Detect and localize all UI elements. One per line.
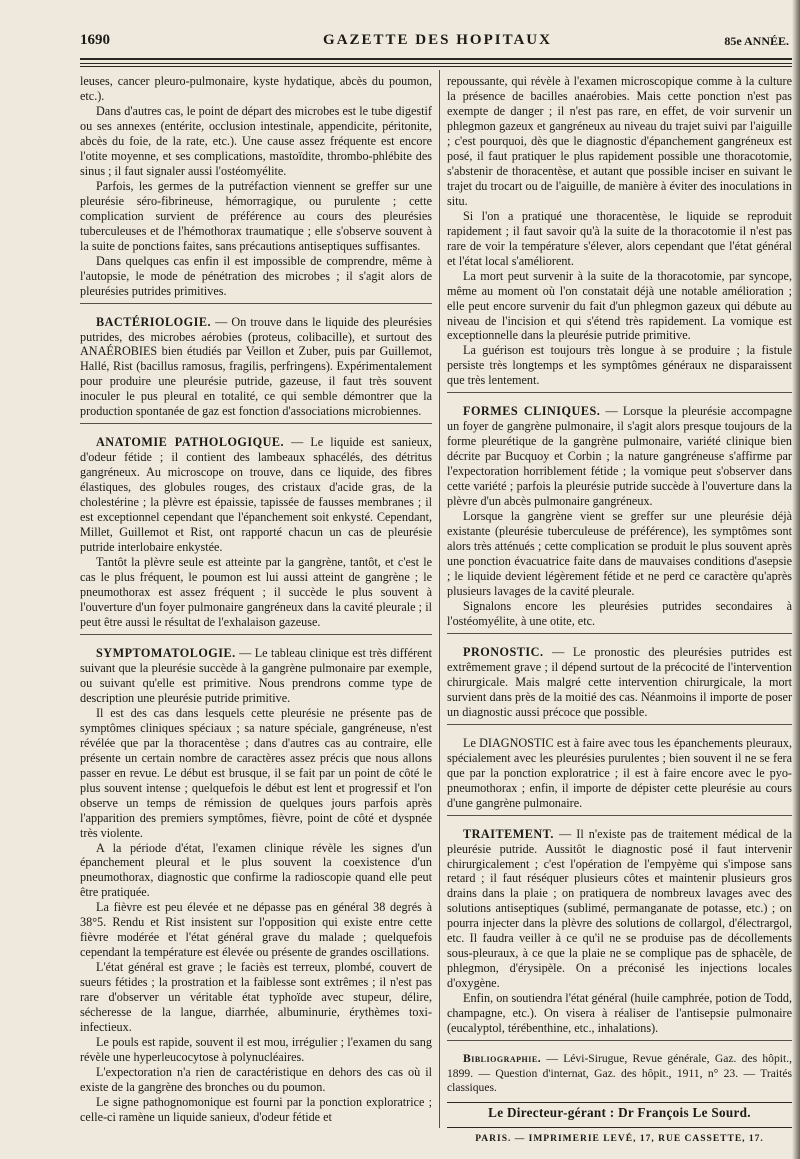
paragraph-text: L'expectoration n'a rien de caractéristique en dehors des cas où il existe de la gangrène des bronches ou du poumon. <box>80 1065 432 1094</box>
paragraph <box>80 254 432 299</box>
paragraph <box>447 74 792 209</box>
section-text: — Le pronostic des pleurésies putrides est extrêmement grave ; il dépend surtout de la précocité de l'intervention chirurgicale. Mais malgré cette intervention chirurgicale, la mort survient dans près de la moitié des cas. Néanmoins il importe de poser un diagnostic aussi précoce que possible. <box>447 644 792 719</box>
paragraph-text: Enfin, on soutiendra l'état général (huile camphrée, potion de Todd, champagne, etc.). On visera à réaliser de l'antisepsie pulmonaire (eucalyptol, térébenthine, etc., inhalations). <box>447 991 792 1036</box>
printer-imprint: PARIS. — IMPRIMERIE LEVÉ, 17, RUE CASSETTE, 17. <box>475 1133 764 1144</box>
paragraph-text: La mort peut survenir à la suite de la thoracotomie, par syncope, même au moment où l'on constatait déjà une notable amélioration ; elle peut encore survenir du fait d'un phlegmon gazeux qui débute au niveau de l'incision et qui s'étend très rapidement. La vomique est exceptionnelle dans la pleurésie putride primitive. <box>447 268 792 343</box>
director-signature: Le Directeur-gérant : Dr François Le Sourd. <box>488 1104 751 1120</box>
paragraph <box>80 841 432 901</box>
section-heading: ANATOMIE PATHOLOGIQUE. <box>96 435 285 450</box>
journal-title: GAZETTE DES HOPITAUX <box>323 32 552 48</box>
right-column-body <box>447 74 792 1096</box>
section-heading: FORMES CLINIQUES. <box>463 404 601 419</box>
paragraph-text: La fièvre est peu élevée et ne dépasse pas en général 38 degrés à 38°5. Rendu et Rist insistent sur l'opposition qui existe entre cette fièvre modérée et l'état général grave du malade ; quelquefois cependant la température est élevée ou présente de grandes oscillations. <box>80 900 432 960</box>
section-text: — Lévi-Sirugue, Revue générale, Gaz. des hôpit., 1899. — Question d'internat, Gaz. des hôpit., 1911, n° 23. — Traités classiques. <box>447 1052 792 1095</box>
section-text: — Lorsque la pleurésie accompagne un foyer de gangrène pulmonaire, il s'agit alors presque toujours de la forme pleurétique de la gangrène pulmonaire, variété clinique bien décrite par Bucquoy et Corbin ; la nature gangréneuse s'affirme par l'expectoration horriblement fétide ; la vomique peut s'observer dans cette variété ; parfois la pleurésie putride succède à l'ouverture dans la plèvre d'un abcès pulmonaire gangréneux. <box>447 404 793 509</box>
section-paragraph <box>80 435 432 555</box>
page-number: 1690 <box>80 32 110 48</box>
paragraph-text: Signalons encore les pleurésies putrides secondaires à l'ostéomyélite, à une otite, etc. <box>447 598 792 628</box>
paragraph-text: Parfois, les germes de la putréfaction viennent se greffer sur une pleurésie séro-fibrineuse, hémorragique, ou purulente ; cette complication survient de préférence au cours des pleurésies tuberculeuses et de l'hémothorax traumatique ; elle s'observe souvent à la suite de ponctions faites, sans précautions antiseptiques suffisantes. <box>80 178 432 253</box>
section-heading: Bibliographie. <box>463 1052 542 1066</box>
paragraph-text: Il est des cas dans lesquels cette pleurésie ne présente pas de symptômes cliniques spéciaux ; sa nature spéciale, gangréneuse, n'est révélée que par la thoracentèse ; dans d'autres cas au contraire, elle présente un certain nombre de caractères assez précis que nous allons passer en revue. Le début est brusque, il se fait par un point de côté le plus souvent intense ; quelquefois le début est lent et progressif et l'on observe un temps de rémission de quelques jours parfois après l'apparition des premiers symptômes, fièvre, point de côté et dyspnée très violente. <box>80 705 432 840</box>
section-paragraph <box>447 404 792 509</box>
section-separator <box>80 634 432 635</box>
bibliography <box>447 1052 792 1096</box>
paragraph-text: Tantôt la plèvre seule est atteinte par la gangrène, tantôt, et c'est le cas le plus fréquent, le poumon est lui aussi atteint de gangrène ; le pneumothorax est assez fréquent ; il succède le plus souvent à l'ouverture d'un foyer pulmonaire gangréneux dans la cavité pleurale ; il peut être aussi le résultat de l'exhalaison gazeuse. <box>80 555 432 629</box>
section-separator <box>447 815 792 816</box>
paragraph <box>80 706 432 841</box>
section-separator <box>447 1040 792 1041</box>
section-heading: SYMPTOMATOLOGIE. <box>96 645 236 660</box>
paragraph <box>447 269 792 344</box>
paragraph <box>80 104 432 179</box>
paragraph-text: Si l'on a pratiqué une thoracentèse, le liquide se reproduit rapidement ; il faut savoir qu'à la suite de la thoracotomie il n'est pas rare de voir la température s'élever, alors cependant que l'état général et l'état local s'améliorent. <box>447 208 792 268</box>
section-heading: TRAITEMENT. <box>463 826 554 841</box>
paragraph <box>80 1035 432 1065</box>
paragraph <box>80 555 432 630</box>
section-paragraph <box>447 736 792 811</box>
footer-rule-2 <box>447 1127 792 1128</box>
paragraph-text: Le signe pathognomonique est fourni par la ponction exploratrice ; celle-ci ramène un liquide sanieux, d'odeur fétide et <box>80 1094 432 1124</box>
paragraph <box>80 900 432 960</box>
section-text: Le DIAGNOSTIC est à faire avec tous les épanchements pleuraux, spécialement avec les pleurésies purulentes ; bien souvent il ne se fera que par la ponction exploratrice ; il est à faire encore avec le pyo-pneumothorax ; enfin, il importe de dépister cette pleurésie au cours d'une gangrène pulmonaire. <box>447 735 792 810</box>
section-text: — Le tableau clinique est très différent suivant que la pleurésie succède à la gangrène pulmonaire par exemple, ou suivant qu'elle est primitive. Nous prendrons comme type de description une pleurésie putride primitive. <box>80 645 432 705</box>
paragraph-text: Dans d'autres cas, le point de départ des microbes est le tube digestif ou ses annexes (entérite, occlusion intestinale, appendicite, péritonite, abcès du foie, de la rate, etc.). Une cause assez fréquente est encore l'otite moyenne, et ses complications, mastoïdite, thrombo-phlébite des sinus ; il faut signaler aussi l'ostéomyélite. <box>80 103 432 178</box>
paragraph <box>80 1095 432 1125</box>
scan-edge <box>792 0 800 1159</box>
section-text: — Il n'existe pas de traitement médical de la pleurésie putride. Aussitôt le diagnostic posé il faut intervenir chirurgicalement ; c'est l'opération de l'empyème qui s'impose sans retard ; il faut réséquer plusieurs côtes et maintenir plusieurs gros drains dans la plaie ; on pratiquera de nombreux lavages avec des solutions antiseptiques (sublimé, permanganate de potasse, etc.) ; on pourra injecter dans la plèvre des solutions de collargol, d'électrargol, etc. Il faudra veiller à ce qu'il ne se produise pas de décollements sous-pleuraux, à ce que la plaie ne se complique pas de sphacèle, de phlegmon, d'érysipèle. On a préconisé les injections locales d'oxygène. <box>447 826 792 991</box>
section-separator <box>447 633 792 634</box>
paragraph <box>447 509 792 599</box>
paragraph <box>447 991 792 1036</box>
paragraph-text: repoussante, qui révèle à l'examen microscopique comme à la culture la présence de bacilles anaérobies. Mais cette ponction n'est pas exempte de danger ; il n'est pas rare, en effet, de voir survenir un phlegmon gazeux et gangréneux au niveau du trajet suivi par l'aiguille ; c'est pourquoi, dès que le diagnostic d'épanchement gangréneux est posé, il faut pratiquer le plus rapidement possible une thoracotomie, s'abstenir de thoracentèse, et autant que possible inciser en suivant le trajet du trocart ou de l'aiguille, de manière à éviter des inoculations in situ. <box>447 74 792 208</box>
header-rule-thin <box>80 66 795 67</box>
volume-year: 85e ANNÉE. <box>724 34 789 48</box>
paragraph-text: La guérison est toujours très longue à se produire ; la fistule persiste très longtemps et les symptômes généraux ne disparaissent que très lentement. <box>447 343 792 388</box>
paragraph-text: L'état général est grave ; le faciès est terreux, plombé, couvert de sueurs fétides ; la prostration et la faiblesse sont extrêmes ; il n'est pas rare d'observer un véritable état typhoïde avec stupeur, délire, sécheresse de la langue, diarrhée, albuminurie, érythèmes toxi-infectieux. <box>80 960 432 1035</box>
section-separator <box>447 724 792 725</box>
paragraph-text: Le pouls est rapide, souvent il est mou, irrégulier ; l'examen du sang révèle une hyperleucocytose à polynucléaires. <box>80 1035 432 1065</box>
paragraph-text: Dans quelques cas enfin il est impossible de comprendre, même à l'autopsie, le mode de pénétration des microbes ; il s'agit alors de pleurésies putrides primitives. <box>80 253 432 298</box>
paragraph <box>447 343 792 388</box>
section-paragraph <box>80 315 432 420</box>
paragraph <box>80 74 432 104</box>
footer-rule <box>447 1102 792 1103</box>
paragraph <box>447 599 792 629</box>
paragraph-text: leuses, cancer pleuro-pulmonaire, kyste hydatique, abcès du poumon, etc.). <box>80 74 432 103</box>
section-heading: PRONOSTIC. <box>463 644 544 659</box>
column-divider <box>439 70 440 1128</box>
header-rule <box>80 58 795 64</box>
paragraph <box>80 960 432 1035</box>
section-paragraph <box>80 646 432 706</box>
section-heading: BACTÉRIOLOGIE. <box>96 314 212 329</box>
paragraph <box>80 179 432 254</box>
section-paragraph <box>447 645 792 720</box>
section-separator <box>80 423 432 424</box>
section-paragraph <box>447 827 792 992</box>
left-column <box>80 74 432 1125</box>
paragraph-text: Lorsque la gangrène vient se greffer sur une pleurésie déjà existante (pleurésie tuberculeuse de préférence), les symptômes sont alors très atténués ; cette complication se produit le plus souvent après une ponction évacuatrice faite dans de mauvaises conditions d'asepsie ; le liquide devient légèrement fétide et ne perd ce caractère qu'après plusieurs lavages de la cavité pleurale. <box>447 509 792 598</box>
paragraph <box>80 1065 432 1095</box>
paragraph <box>447 209 792 269</box>
page-header <box>80 32 795 54</box>
section-separator <box>447 392 792 393</box>
section-separator <box>80 303 432 304</box>
section-text: — Le liquide est sanieux, d'odeur fétide ; il contient des lambeaux sphacélés, des détritus gangréneux. Au microscope on trouve, dans ce liquide, des fibres élastiques, des globules rouges, des cristaux d'acide gras, de la cholestérine ; la plèvre est épaissie, tapissée de fausses membranes ; il est exceptionnel cependant que l'épanchement soit enkysté. Cependant, Millet, Guillemot et Rist, ont rapporté chacun un cas de pleurésie putride interlobaire enkystée. <box>80 435 432 555</box>
section-text: — On trouve dans le liquide des pleurésies putrides, des microbes aérobies (proteus, colibacille), et surtout des ANAÉROBIES bien étudiés par Veillon et Zuber, puis par Guillemot, Hallé, Rist (bacillus ramosus, fragilis, perfringens). Expérimentalement pour produire une pleurésie putride, gazeuse, il faut très souvent inoculer le pus pleural en totalité, ce qui semble démontrer que la production spontanée de gaz est fonction d'associations microbiennes. <box>80 314 432 419</box>
right-column <box>447 74 792 1147</box>
paragraph-text: A la période d'état, l'examen clinique révèle les signes d'un épanchement pleural et le plus souvent la coexistence d'un pneumothorax, diagnostic que confirme la radioscopie quand elle peut être pratiquée. <box>80 840 432 900</box>
